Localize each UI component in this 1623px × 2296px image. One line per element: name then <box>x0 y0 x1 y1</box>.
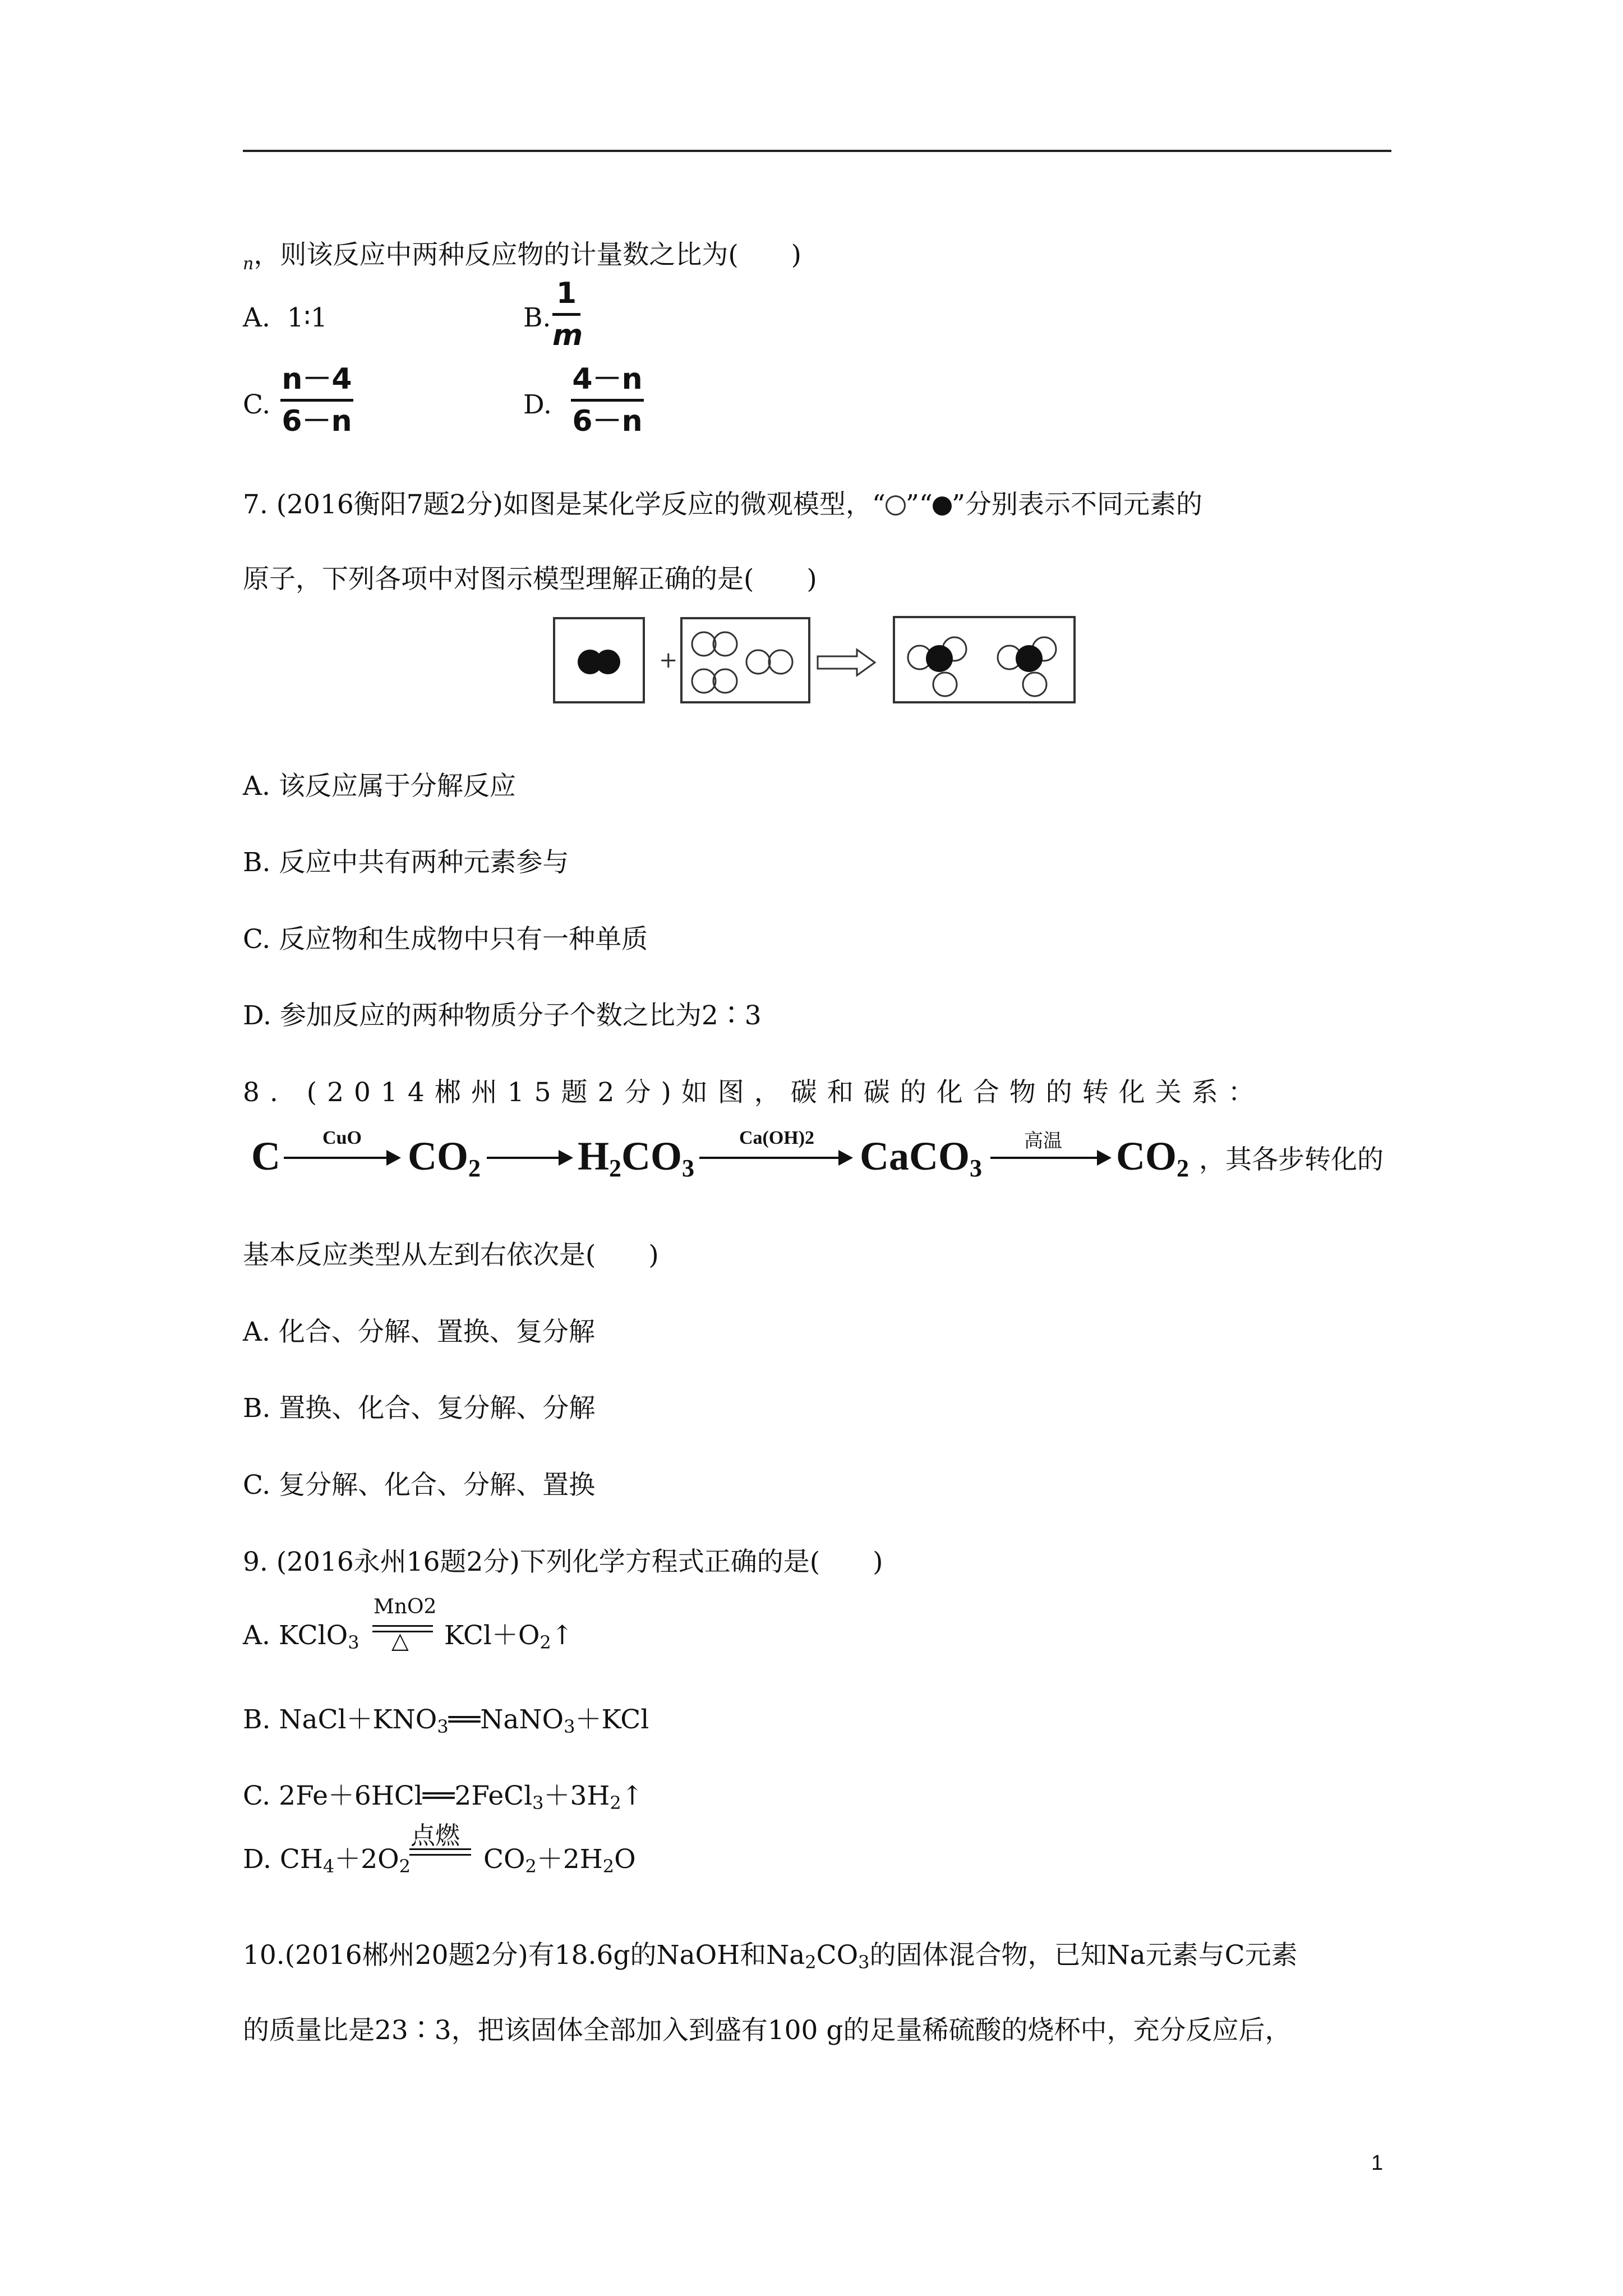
q8-caco3: CaCO$_3$ <box>860 1134 982 1182</box>
q7-option-c: C. 反应物和生成物中只有一种单质 <box>243 924 648 955</box>
page-number: 1 <box>1371 2151 1384 2175</box>
q6-option-d-fraction: 4－n 6－n <box>571 361 644 440</box>
reactant-box-1 <box>554 618 644 702</box>
q6-option-d-label: D. <box>523 389 552 420</box>
q8-arrow-2 <box>487 1157 571 1159</box>
reactant-box-2 <box>681 618 809 702</box>
q6-option-c-label: C. <box>243 389 271 420</box>
q9-option-a-heat: △ <box>391 1628 409 1654</box>
q6-continuation <box>243 238 801 281</box>
q9-option-d-equals <box>409 1848 471 1856</box>
q6-option-a-value: 1∶1 <box>287 302 328 333</box>
q6-option-b-fraction: 1 m <box>552 277 583 352</box>
q8-condition-caoh2: Ca(OH)2 <box>739 1128 815 1148</box>
q6-subscript-n: n <box>243 254 254 274</box>
q8-arrow-3 <box>699 1157 851 1159</box>
q8-stem-line1: 8. (2014郴州15题2分)如图，碳和碳的化合物的转化关系： <box>243 1077 1265 1108</box>
q6-option-b-label: B. <box>523 302 551 333</box>
q10-stem-line2: 的质量比是23∶3，把该固体全部加入到盛有100 g的足量稀硫酸的烧杯中，充分反应后， <box>243 2015 1292 2046</box>
q8-arrow-4 <box>990 1157 1109 1159</box>
q9-option-d-right: $CO_2+2H_2O$ <box>483 1844 636 1877</box>
q6-option-a: A. 1∶1 <box>243 302 328 333</box>
q7-option-a: A. 该反应属于分解反应 <box>243 771 516 802</box>
plus-sign: + <box>659 647 678 673</box>
q8-co2-first: $CO_2$ <box>408 1134 481 1182</box>
q8-stem-tail: ，其各步转化的 <box>1199 1144 1384 1175</box>
white-atom-icon <box>886 495 906 516</box>
q10-stem-line1: 10.(2016郴州20题2分)有18.6g的NaOH和$Na_2CO_3$的固体混合物，已知Na元素与C元素 <box>243 1940 1298 1973</box>
q8-condition-cuo: CuO <box>322 1128 362 1148</box>
q8-option-a: A. 化合、分解、置换、复分解 <box>243 1317 595 1347</box>
black-atom-icon <box>933 496 952 516</box>
q7-stem-line2: 原子，下列各项中对图示模型理解正确的是( ) <box>243 564 817 595</box>
q8-condition-high-temp: 高温 <box>1024 1131 1062 1152</box>
q9-stem: 9. (2016永州16题2分)下列化学方程式正确的是( ) <box>243 1547 883 1577</box>
q9-option-a-catalyst: MnO2 <box>374 1595 437 1618</box>
q7-stem-line1: 7. (2016衡阳7题2分)如图是某化学反应的微观模型，“ ”“ ”分别表示不同元素的 <box>243 489 1202 520</box>
q8-h2co3: $H_2CO_3$ <box>578 1134 695 1182</box>
q7-option-d: D. 参加反应的两种物质分子个数之比为2∶3 <box>243 1000 762 1031</box>
q9-option-c: C. $2Fe+6HCl══2FeCl_3+3H_2↑$ <box>243 1780 644 1814</box>
reaction-model-diagram <box>550 613 1088 714</box>
product-box <box>894 617 1075 702</box>
q6-option-c-fraction: n－4 6－n <box>280 361 353 440</box>
header-rule <box>243 150 1391 152</box>
q8-stem-line3: 基本反应类型从左到右依次是( ) <box>243 1240 659 1271</box>
q9-option-a-left: A. KClO$_3$ <box>243 1620 359 1653</box>
q9-option-d-left: D. $CH_4+2O_2$ <box>243 1844 411 1877</box>
q9-option-d-ignite: 点燃 <box>411 1821 460 1850</box>
q7-option-b: B. 反应中共有两种元素参与 <box>243 847 569 878</box>
q6-question-text: ，则该反应中两种反应物的计量数之比为( ) <box>253 240 801 270</box>
q9-option-b: B. $NaCl+KNO_3══NaNO_3+KCl$ <box>243 1704 649 1737</box>
q8-arrow-1 <box>284 1157 399 1159</box>
q8-option-c: C. 复分解、化合、分解、置换 <box>243 1470 596 1501</box>
hollow-arrow <box>818 650 875 675</box>
q8-carbon: C <box>251 1134 280 1179</box>
q8-co2-second: $CO_2$ <box>1116 1134 1189 1182</box>
q8-option-b: B. 置换、化合、复分解、分解 <box>243 1393 596 1424</box>
q9-option-a-right: $KCl+O_2↑$ <box>444 1620 574 1653</box>
